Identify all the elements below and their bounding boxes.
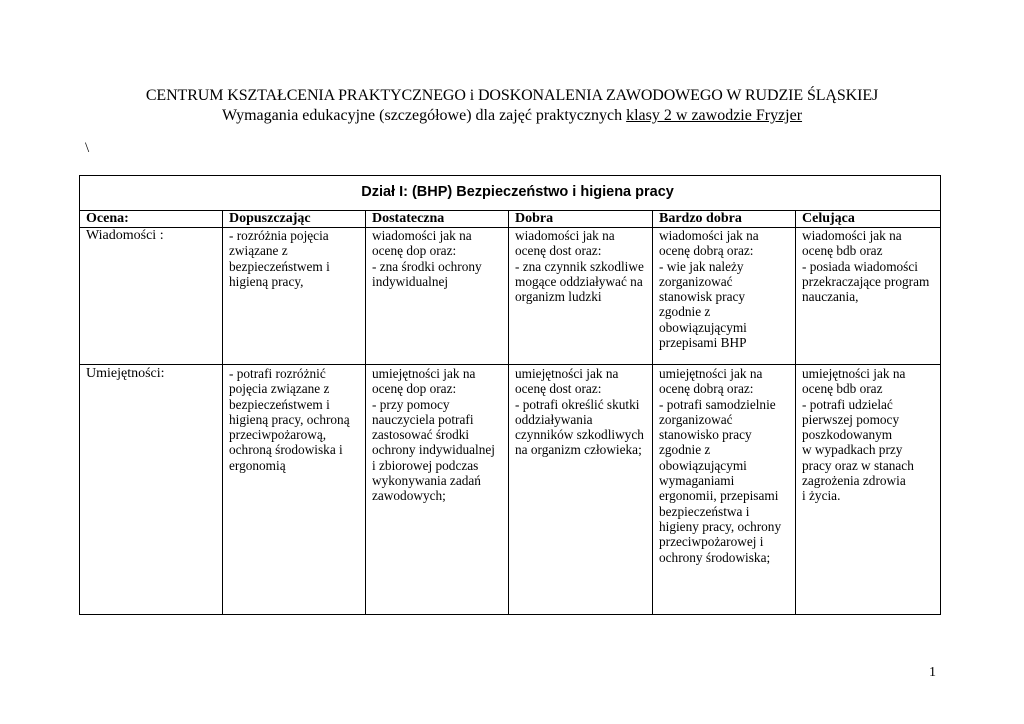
table-cell: wiadomości jak na ocenę dop oraz: - zna środki ochrony indywidualnej	[366, 228, 509, 365]
table-cell: - potrafi rozróżnić pojęcia związane z bezpieczeństwem i higieną pracy, ochroną przeciwpożarową, ochroną środowiska i ergonomią	[223, 365, 366, 615]
table-cell: umiejętności jak na ocenę dost oraz: - potrafi określić skutki oddziaływania czynników szkodliwych na organizm człowieka;	[509, 365, 653, 615]
column-header-celujaca: Celująca	[796, 211, 941, 228]
table-row-wiadomosci	[80, 228, 941, 365]
stray-backslash: \	[85, 140, 90, 156]
table-cell: umiejętności jak na ocenę dop oraz: - przy pomocy nauczyciela potrafi zastosować środki ochrony indywidualnej i zbiorowej podczas wykonywania zadań zawodowych;	[366, 365, 509, 615]
document-subtitle	[0, 106, 1024, 126]
table-cell: - rozróżnia pojęcia związane z bezpieczeństwem i higieną pracy,	[223, 228, 366, 365]
column-header-dopuszczajac: Dopuszczając	[223, 211, 366, 228]
table-cell: umiejętności jak na ocenę bdb oraz - potrafi udzielać pierwszej pomocy poszkodowanym w wypadkach przy pracy oraz w stanach zagrożenia zdrowia i życia.	[796, 365, 941, 615]
institution-name: CENTRUM KSZTAŁCENIA PRAKTYCZNEGO i DOSKONALENIA ZAWODOWEGO W RUDZIE ŚLĄSKIEJ	[145, 87, 879, 104]
row-label-umiejetnosci: Umiejętności:	[80, 365, 223, 615]
column-header-ocena: Ocena:	[80, 211, 223, 228]
row-label-wiadomosci: Wiadomości :	[80, 228, 223, 365]
section-title: Dział I: (BHP) Bezpieczeństwo i higiena pracy	[80, 176, 941, 211]
header-row	[80, 211, 941, 228]
page-number: 1	[929, 665, 936, 680]
table-cell: wiadomości jak na ocenę dobrą oraz: - wie jak należy zorganizować stanowisk pracy zgodnie z obowiązującymi przepisami BHP	[653, 228, 796, 365]
table-row-umiejetnosci	[80, 365, 941, 615]
table-cell: wiadomości jak na ocenę bdb oraz - posiada wiadomości przekraczające program nauczania,	[796, 228, 941, 365]
table-cell: wiadomości jak na ocenę dost oraz: - zna czynnik szkodliwe mogące oddziaływać na organizm ludzki	[509, 228, 653, 365]
subtitle-text: Wymagania edukacyjne (szczegółowe) dla zajęć praktycznych	[221, 107, 627, 124]
subtitle-class-profession: klasy 2 w zawodzie Fryzjer	[626, 107, 803, 124]
column-header-dostateczna: Dostateczna	[366, 211, 509, 228]
requirements-table	[79, 175, 941, 615]
document-header	[0, 86, 1024, 126]
column-header-bardzo-dobra: Bardzo dobra	[653, 211, 796, 228]
column-header-dobra: Dobra	[509, 211, 653, 228]
table-cell: umiejętności jak na ocenę dobrą oraz: - potrafi samodzielnie zorganizować stanowisko pracy zgodnie z obowiązującymi wymaganiami ergonomii, przepisami bezpieczeństwa i higieny pracy, ochrony przeciwpożarowej i ochrony środowiska;	[653, 365, 796, 615]
